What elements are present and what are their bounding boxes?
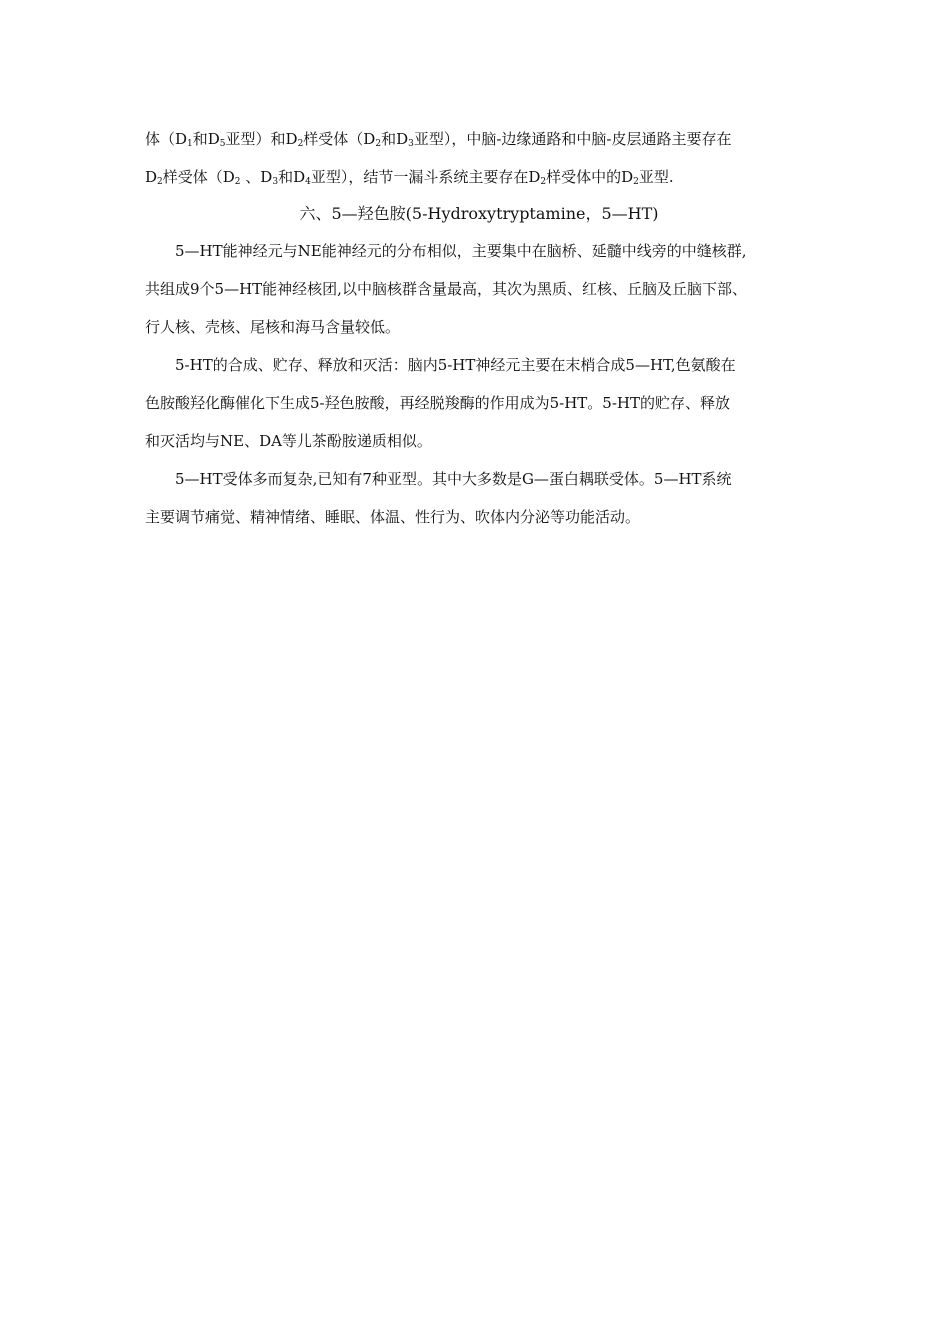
subscript: 1 — [187, 139, 193, 149]
text-run: D — [145, 168, 158, 186]
paragraph-receptors — [145, 460, 813, 536]
text-run: 样受体（D — [162, 168, 235, 186]
intro-line-1 — [145, 120, 813, 158]
paragraph-line: 行人核、壳核、尾核和海马含量较低。 — [145, 318, 401, 336]
text-run: 和D — [278, 168, 306, 186]
text-run: 亚型），结节一漏斗系统主要存在D — [310, 168, 541, 186]
section-heading: 六、5—羟色胺(5-Hydroxytryptamine，5—HT) — [299, 204, 659, 223]
text-run: 样受体（D — [303, 130, 376, 148]
paragraph-line: 色胺酸羟化酶催化下生成5-羟色胺酸，再经脱羧酶的作用成为5-HT。5-HT的贮存、释放 — [145, 394, 731, 412]
paragraph-synthesis — [145, 346, 813, 460]
paragraph-line: 5-HT的合成、贮存、释放和灭活：脑内5-HT神经元主要在末梢合成5—HT,色氨酸在 — [175, 356, 736, 374]
text-run: 和D — [381, 130, 409, 148]
text-run: 亚型），中脑-边缘通路和中脑-皮层通路主要存在 — [413, 130, 732, 148]
intro-line-2 — [145, 158, 813, 196]
paragraph-line: 共组成9个5—HT能神经核团,以中脑核群含量最高，其次为黑质、红核、丘脑及丘脑下部、 — [145, 280, 747, 298]
paragraph-line: 5—HT能神经元与NE能神经元的分布相似，主要集中在脑桥、延髓中线旁的中缝核群, — [175, 242, 747, 260]
text-run: 体（D — [145, 130, 188, 148]
subscript: 4 — [305, 177, 311, 187]
subscript: 2 — [157, 177, 163, 187]
text-run: 、D — [240, 168, 273, 186]
text-run: 样受体中的D — [546, 168, 634, 186]
text-run: 和D — [192, 130, 220, 148]
subscript: 2 — [633, 177, 639, 187]
paragraph-line: 5—HT受体多而复杂,已知有7种亚型。其中大多数是G—蛋白耦联受体。5—HT系统 — [175, 470, 732, 488]
text-run: 亚型. — [638, 168, 674, 186]
subscript: 2 — [540, 177, 547, 187]
paragraph-line: 主要调节痛觉、精神情绪、睡眠、体温、性行为、吹体内分泌等功能活动。 — [145, 508, 641, 526]
text-run: 亚型）和D — [225, 130, 298, 148]
paragraph-distribution — [145, 232, 813, 346]
subscript: 2 — [234, 177, 241, 187]
document-page — [145, 120, 813, 536]
subscript: 3 — [408, 139, 414, 149]
subscript: 2 — [297, 139, 304, 149]
subscript: 3 — [272, 177, 279, 187]
paragraph-line: 和灭活均与NE、DA等儿茶酚胺递质相似。 — [145, 432, 432, 450]
subscript: 2 — [375, 139, 382, 149]
subscript: 5 — [219, 139, 226, 149]
